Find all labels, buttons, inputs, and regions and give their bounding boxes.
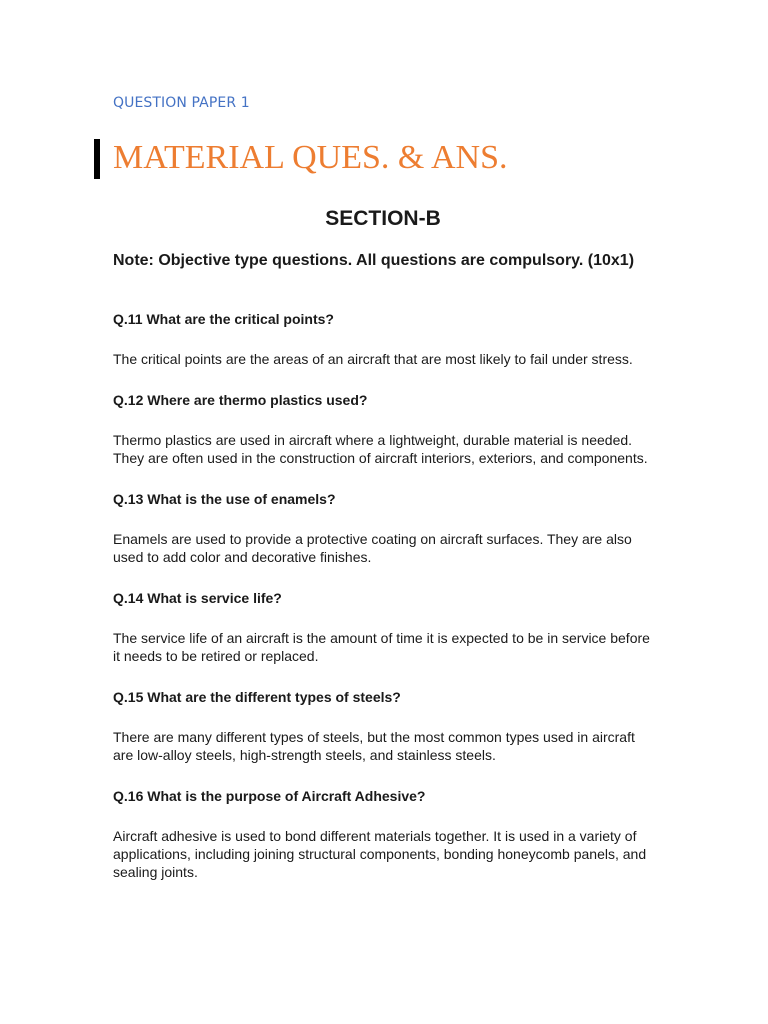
qa-item — [113, 787, 653, 881]
answer-text: Thermo plastics are used in aircraft where a lightweight, durable material is needed. They are often used in the construction of aircraft interiors, exteriors, and components. — [113, 432, 648, 466]
answer-text: Enamels are used to provide a protective coating on aircraft surfaces. They are also used to add color and decorative finishes. — [113, 531, 632, 565]
answer-text: The service life of an aircraft is the amount of time it is expected to be in service before it needs to be retired or replaced. — [113, 630, 650, 664]
qa-item — [113, 310, 653, 368]
question-text: Q.14 What is service life? — [113, 590, 282, 606]
section-heading: SECTION-B — [325, 207, 441, 230]
question-text: Q.16 What is the purpose of Aircraft Adhesive? — [113, 788, 426, 804]
question-text: Q.12 Where are thermo plastics used? — [113, 392, 368, 408]
answer-text: The critical points are the areas of an aircraft that are most likely to fail under stress. — [113, 351, 633, 367]
instructions-note: Note: Objective type questions. All questions are compulsory. (10x1) — [113, 252, 635, 269]
qa-item — [113, 490, 653, 566]
title-accent-bar — [94, 139, 100, 179]
qa-item — [113, 391, 653, 467]
question-text: Q.13 What is the use of enamels? — [113, 491, 336, 507]
question-text: Q.11 What are the critical points? — [113, 311, 334, 327]
question-list — [113, 310, 653, 904]
document-header: QUESTION PAPER 1 — [113, 95, 250, 111]
qa-item — [113, 589, 653, 665]
answer-text: Aircraft adhesive is used to bond different materials together. It is used in a variety of applications, including joining structural components, bonding honeycomb panels, and sealing joints. — [113, 828, 647, 880]
document-title: MATERIAL QUES. & ANS. — [113, 139, 508, 176]
answer-text: There are many different types of steels, but the most common types used in aircraft are low-alloy steels, high-strength steels, and stainless steels. — [113, 729, 635, 763]
qa-item — [113, 688, 653, 764]
question-text: Q.15 What are the different types of steels? — [113, 689, 401, 705]
